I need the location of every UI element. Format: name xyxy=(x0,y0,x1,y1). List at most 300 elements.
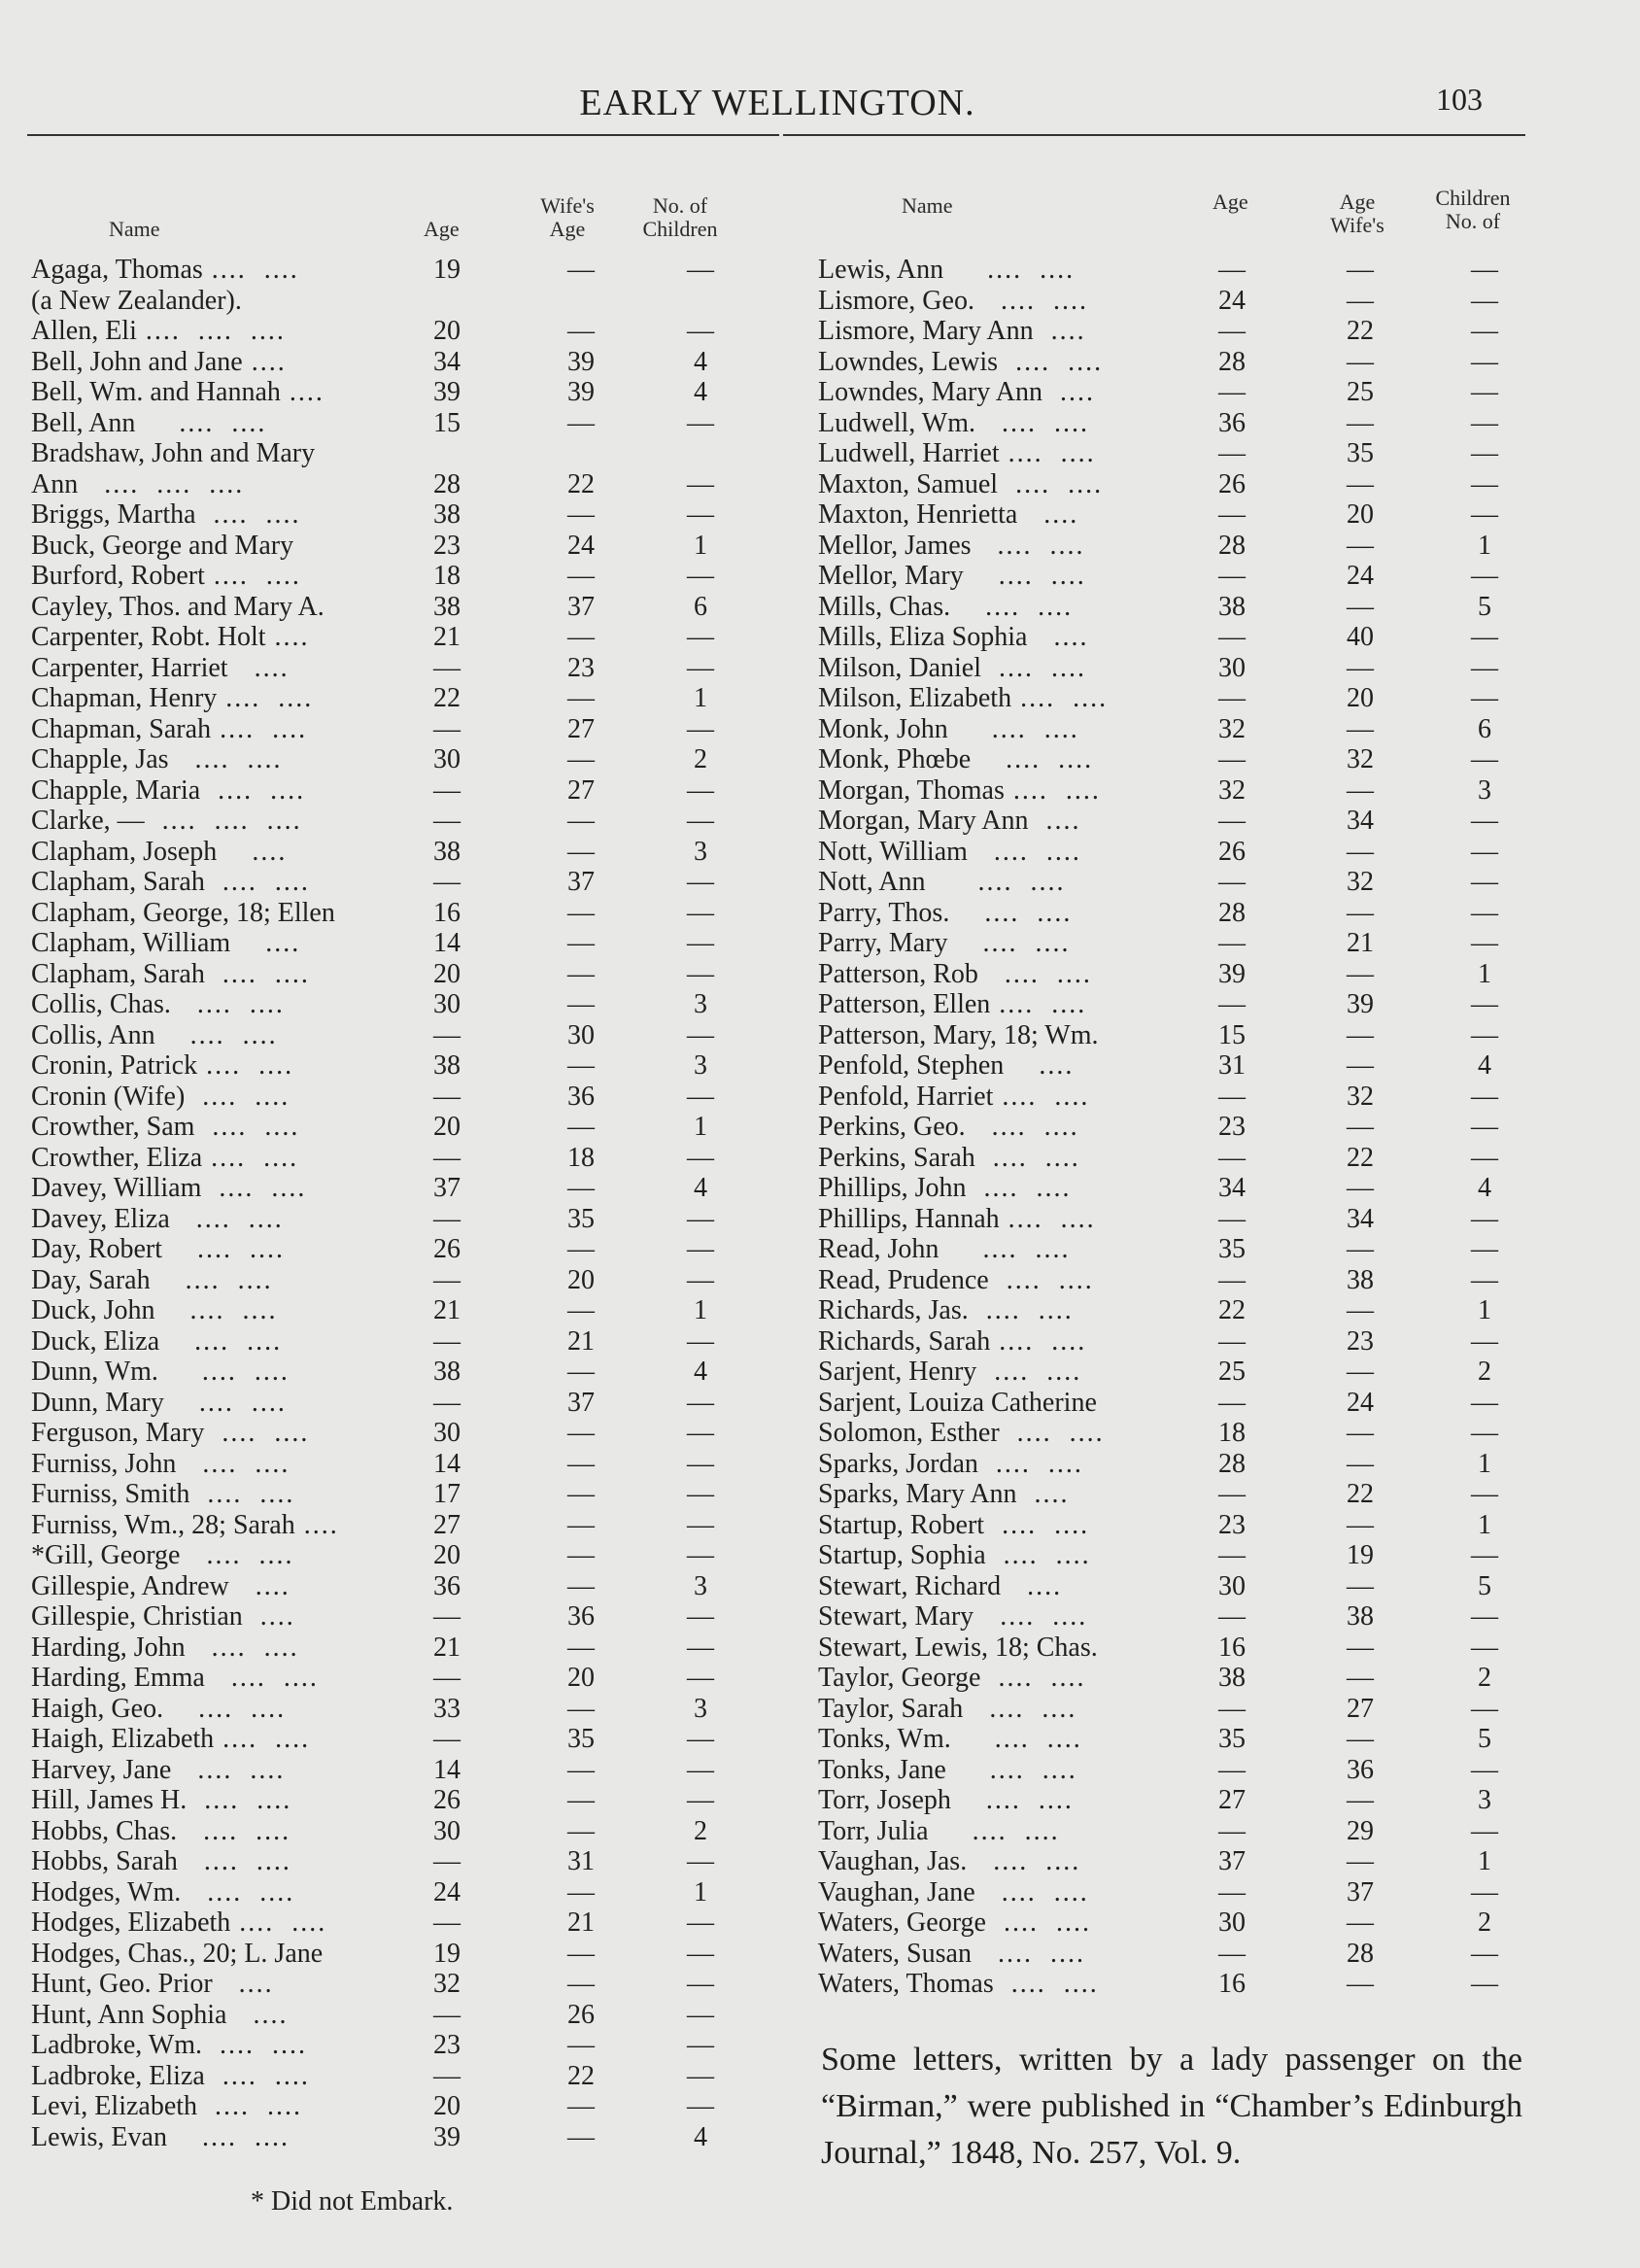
passenger-name xyxy=(31,1846,291,1877)
children-count: 3 xyxy=(1478,774,1491,806)
passenger-age: — xyxy=(433,1601,461,1632)
passenger-name xyxy=(818,1939,1085,1970)
name-text: Mellor, Mary xyxy=(818,561,964,591)
children-count: — xyxy=(687,2060,714,2091)
wife-age: 20 xyxy=(1347,683,1374,713)
name-text: Startup, Robert xyxy=(818,1509,985,1540)
children-count: — xyxy=(687,1387,714,1418)
children-count: — xyxy=(1471,1969,1498,1999)
wife-age: 39 xyxy=(567,377,595,407)
name-text: Collis, Chas. xyxy=(31,989,171,1019)
table-row xyxy=(818,683,1537,714)
table-row xyxy=(31,1234,769,1265)
leader-dots: .... .... xyxy=(975,407,1090,438)
children-count: — xyxy=(687,1999,714,2030)
passenger-age: 21 xyxy=(433,1295,461,1325)
passenger-age: — xyxy=(433,1846,461,1876)
children-count: 1 xyxy=(1478,1509,1491,1540)
passenger-name xyxy=(818,1663,1085,1694)
passenger-age: 28 xyxy=(1218,1448,1246,1479)
name-text: Levi, Elizabeth xyxy=(31,2091,198,2121)
passenger-name xyxy=(818,316,1086,347)
leader-dots: .... .... xyxy=(976,1357,1082,1387)
passenger-age: — xyxy=(433,1724,461,1754)
table-row xyxy=(818,255,1537,286)
table-row xyxy=(818,1050,1537,1082)
leader-dots: .... .... xyxy=(968,1295,1074,1325)
name-text: Davey, Eliza xyxy=(31,1203,170,1234)
table-row xyxy=(31,1510,769,1541)
passenger-name xyxy=(31,1357,290,1388)
children-count: — xyxy=(687,1142,714,1173)
children-count: — xyxy=(687,1448,714,1479)
wife-age: 39 xyxy=(1347,989,1374,1019)
leader-dots: .... .... xyxy=(197,2091,303,2121)
passenger-name xyxy=(818,1969,1099,2000)
children-count: — xyxy=(1471,1387,1498,1418)
passenger-name xyxy=(31,1234,285,1265)
wife-age: — xyxy=(1347,1846,1374,1876)
passenger-name xyxy=(818,837,1081,868)
children-count: 2 xyxy=(1478,1907,1491,1938)
passenger-name xyxy=(31,1050,293,1082)
leader-dots: .... .... xyxy=(230,1907,327,1938)
wife-age: — xyxy=(1347,1570,1374,1601)
children-count: — xyxy=(1471,836,1498,867)
passenger-age: 30 xyxy=(1218,652,1246,683)
passenger-age: — xyxy=(1218,377,1246,407)
name-text: Sarjent, Henry xyxy=(818,1357,977,1387)
leader-dots: .... .... xyxy=(967,836,1081,867)
leader-dots: .... .... .... xyxy=(78,468,245,499)
name-text: Perkins, Geo. xyxy=(818,1112,966,1142)
passenger-age: 37 xyxy=(1218,1846,1246,1876)
passenger-age: 26 xyxy=(433,1785,461,1815)
table-row xyxy=(31,1050,769,1082)
wife-age: — xyxy=(567,958,595,989)
children-count: 1 xyxy=(1478,1846,1491,1876)
passenger-age: — xyxy=(1218,989,1246,1019)
passenger-name xyxy=(31,2061,310,2092)
passenger-age: 27 xyxy=(1218,1785,1246,1815)
wife-age: 32 xyxy=(1347,1081,1374,1112)
wife-age: 24 xyxy=(1347,1387,1374,1418)
wife-age: 27 xyxy=(567,713,595,744)
passenger-age: 22 xyxy=(433,683,461,713)
table-row xyxy=(818,1510,1537,1541)
wife-age: — xyxy=(567,1632,595,1663)
name-text: Ferguson, Mary xyxy=(31,1418,205,1448)
wife-age: — xyxy=(567,928,595,958)
table-row xyxy=(31,1082,769,1113)
leader-dots: .... .... xyxy=(947,713,1079,744)
table-row xyxy=(31,775,769,807)
passenger-name xyxy=(818,1326,1086,1357)
leader-dots: .... .... xyxy=(201,2030,307,2060)
leader-dots: .... .... xyxy=(988,1264,1094,1295)
name-text: Waters, Thomas xyxy=(818,1969,994,1999)
passenger-age: — xyxy=(433,652,461,683)
passenger-name xyxy=(818,408,1089,439)
passenger-name xyxy=(31,561,301,592)
leader-dots: .... .... xyxy=(990,1325,1087,1357)
page-number: 103 xyxy=(1436,82,1483,117)
name-text: Monk, Phœbe xyxy=(818,744,972,774)
name-text: Penfold, Harriet xyxy=(818,1081,994,1112)
children-count: 4 xyxy=(694,377,707,407)
name-text: Startup, Sophia xyxy=(818,1540,986,1570)
leader-dots: .... .... xyxy=(1004,774,1101,806)
wife-age: — xyxy=(567,683,595,713)
passenger-name xyxy=(31,775,305,807)
name-text: Haigh, Geo. xyxy=(31,1693,164,1724)
table-row xyxy=(31,2030,769,2061)
passenger-age: 38 xyxy=(433,1357,461,1387)
table-row xyxy=(818,469,1537,500)
passenger-name xyxy=(31,2030,307,2061)
passenger-name xyxy=(31,1939,323,1970)
table-row xyxy=(818,837,1537,868)
right-header-name: Name xyxy=(902,193,953,218)
children-count: 1 xyxy=(694,683,707,713)
table-row xyxy=(31,898,769,929)
passenger-name xyxy=(31,1969,274,2000)
leader-dots: .... xyxy=(1001,1570,1063,1601)
name-text: Duck, Eliza xyxy=(31,1325,160,1357)
name-text: Vaughan, Jas. xyxy=(818,1846,968,1876)
wife-age: — xyxy=(567,1479,595,1509)
passenger-age: — xyxy=(433,1142,461,1173)
table-row xyxy=(31,1907,769,1939)
children-count: — xyxy=(1471,1019,1498,1050)
passenger-age: 16 xyxy=(433,897,461,928)
children-count: — xyxy=(1471,897,1498,928)
leader-dots: .... xyxy=(294,1509,339,1540)
name-text: Lewis, Evan xyxy=(31,2121,167,2152)
passenger-age: 20 xyxy=(433,316,461,346)
name-text: Bell, Ann xyxy=(31,407,136,438)
left-passenger-table xyxy=(31,255,769,2152)
table-row xyxy=(818,1295,1537,1326)
wife-age: — xyxy=(567,989,595,1019)
table-row xyxy=(818,989,1537,1020)
wife-age: — xyxy=(1347,1357,1374,1387)
passenger-age: 39 xyxy=(433,2121,461,2152)
children-count: — xyxy=(1471,285,1498,316)
table-row xyxy=(818,1877,1537,1908)
name-text: Gillespie, Andrew xyxy=(31,1570,229,1601)
table-row xyxy=(818,1020,1537,1051)
name-text: Mellor, James xyxy=(818,530,972,561)
passenger-name xyxy=(31,1907,326,1939)
passenger-age: — xyxy=(1218,622,1246,652)
table-row xyxy=(31,1724,769,1755)
wife-age: — xyxy=(567,1693,595,1724)
passenger-name xyxy=(818,775,1101,807)
name-text: Torr, Joseph xyxy=(818,1785,951,1815)
leader-dots: .... .... xyxy=(998,346,1104,377)
table-row xyxy=(31,531,769,562)
table-row xyxy=(31,1479,769,1510)
table-row xyxy=(818,377,1537,408)
name-text: Furniss, John xyxy=(31,1448,177,1479)
passenger-age: 18 xyxy=(433,561,461,591)
table-row xyxy=(31,1632,769,1664)
passenger-age: 38 xyxy=(1218,1663,1246,1693)
leader-dots: .... xyxy=(217,836,288,867)
wife-age: — xyxy=(1347,255,1374,285)
table-row xyxy=(31,592,769,623)
leader-dots: .... .... xyxy=(977,1448,1083,1479)
passenger-name xyxy=(818,1295,1074,1326)
passenger-age: 26 xyxy=(1218,468,1246,499)
children-count: — xyxy=(687,713,714,744)
children-count: — xyxy=(1471,806,1498,836)
table-row xyxy=(31,1846,769,1877)
children-count: — xyxy=(1471,561,1498,591)
wife-age: — xyxy=(567,1173,595,1203)
wife-age: — xyxy=(567,1357,595,1387)
wife-age: 21 xyxy=(1347,928,1374,958)
table-row xyxy=(818,1632,1537,1664)
children-count: — xyxy=(687,806,714,836)
name-text: Chapple, Maria xyxy=(31,774,201,806)
wife-age: — xyxy=(567,1112,595,1142)
wife-age: 27 xyxy=(567,774,595,806)
table-row xyxy=(818,561,1537,592)
passenger-name xyxy=(818,1755,1077,1786)
passenger-age: 24 xyxy=(1218,285,1246,316)
name-text: Bell, John and Jane xyxy=(31,346,243,377)
name-text: Parry, Thos. xyxy=(818,897,950,928)
passenger-age: 30 xyxy=(433,744,461,774)
table-row xyxy=(818,408,1537,439)
children-count: 2 xyxy=(694,1815,707,1846)
children-count: 4 xyxy=(1478,1173,1491,1203)
table-row xyxy=(31,1204,769,1235)
passenger-name xyxy=(818,806,1080,837)
wife-age: — xyxy=(567,897,595,928)
wife-age: — xyxy=(567,1969,595,1999)
table-row xyxy=(31,1571,769,1602)
leader-dots: .... .... xyxy=(159,1325,283,1357)
wife-age: — xyxy=(567,2091,595,2121)
table-row xyxy=(818,806,1537,837)
passenger-name xyxy=(818,1907,1091,1939)
passenger-age: — xyxy=(1218,744,1246,774)
table-row xyxy=(818,1846,1537,1877)
passenger-name xyxy=(818,1540,1091,1571)
passenger-name xyxy=(31,1601,295,1632)
children-count: — xyxy=(1471,1754,1498,1785)
passenger-age: 34 xyxy=(1218,1173,1246,1203)
wife-age: — xyxy=(1347,1663,1374,1693)
name-text: Carpenter, Harriet xyxy=(31,652,228,683)
wife-age: 20 xyxy=(567,1264,595,1295)
children-count: — xyxy=(687,1540,714,1570)
name-text: Parry, Mary xyxy=(818,928,948,958)
leader-dots: .... .... xyxy=(966,1173,1072,1203)
children-count: — xyxy=(1471,928,1498,958)
children-count: — xyxy=(687,1724,714,1754)
table-row xyxy=(818,1326,1537,1357)
leader-dots: .... .... xyxy=(169,1203,284,1234)
table-row xyxy=(818,1204,1537,1235)
name-text: Read, Prudence xyxy=(818,1264,989,1295)
name-text: Stewart, Lewis, 18; Chas. xyxy=(818,1632,1098,1663)
wife-age: 21 xyxy=(567,1907,595,1938)
name-text: Perkins, Sarah xyxy=(818,1142,975,1173)
passenger-age: 32 xyxy=(1218,713,1246,744)
table-row xyxy=(818,1388,1537,1419)
name-text: Ludwell, Harriet xyxy=(818,438,1000,468)
passenger-age: 32 xyxy=(1218,774,1246,806)
passenger-name xyxy=(818,1234,1070,1265)
passenger-name xyxy=(31,1295,278,1326)
passenger-name xyxy=(31,1785,291,1816)
children-count: — xyxy=(687,407,714,438)
leader-dots: .... .... xyxy=(135,407,267,438)
table-row xyxy=(31,347,769,378)
children-count: — xyxy=(1471,377,1498,407)
table-row xyxy=(31,806,769,837)
passenger-name xyxy=(818,1846,1080,1877)
passenger-age: 30 xyxy=(1218,1907,1246,1938)
table-row xyxy=(31,714,769,745)
passenger-age: 21 xyxy=(433,1632,461,1663)
wife-age: 20 xyxy=(1347,499,1374,530)
left-header-children: No. of Children xyxy=(642,193,718,241)
wife-age: 30 xyxy=(567,1019,595,1050)
passenger-name xyxy=(31,1510,339,1541)
wife-age: — xyxy=(1347,1969,1374,1999)
leader-dots: .... .... xyxy=(189,1479,295,1509)
leader-dots: .... xyxy=(227,652,290,683)
children-count: — xyxy=(687,1938,714,1969)
name-text: Hodges, Elizabeth xyxy=(31,1907,231,1938)
table-row xyxy=(31,255,769,286)
passenger-age: 30 xyxy=(433,1418,461,1448)
table-row xyxy=(818,1540,1537,1571)
name-text: Monk, John xyxy=(818,713,948,744)
wife-age: 37 xyxy=(1347,1876,1374,1907)
table-row xyxy=(818,1907,1537,1939)
name-text: Morgan, Mary Ann xyxy=(818,806,1029,836)
passenger-name xyxy=(818,714,1079,745)
passenger-name xyxy=(818,898,1072,929)
table-row xyxy=(31,469,769,500)
passenger-name xyxy=(31,1540,293,1571)
leader-dots: .... .... xyxy=(187,1785,292,1815)
children-count: — xyxy=(1471,1203,1498,1234)
name-text: Furniss, Smith xyxy=(31,1479,190,1509)
leader-dots: .... .... xyxy=(974,285,1088,316)
table-row xyxy=(818,1939,1537,1970)
passenger-age: 19 xyxy=(433,1938,461,1969)
wife-age: 36 xyxy=(567,1081,595,1112)
name-text: Mills, Eliza Sophia xyxy=(818,622,1028,652)
passenger-age: 14 xyxy=(433,1754,461,1785)
table-row xyxy=(31,1295,769,1326)
passenger-name xyxy=(31,1082,290,1113)
passenger-name xyxy=(818,1694,1076,1725)
table-row xyxy=(818,1785,1537,1816)
leader-dots: .... .... xyxy=(977,958,1092,989)
children-count: — xyxy=(687,867,714,897)
page-title: EARLY WELLINGTON. xyxy=(579,83,975,123)
wife-age: — xyxy=(567,1509,595,1540)
passenger-age: — xyxy=(1218,1693,1246,1724)
name-text: Furniss, Wm., 28; Sarah xyxy=(31,1509,295,1540)
passenger-name xyxy=(31,1877,294,1908)
table-row xyxy=(31,499,769,531)
leader-dots: .... .... xyxy=(945,1754,1077,1785)
wife-age: 22 xyxy=(567,468,595,499)
passenger-name xyxy=(31,1479,294,1510)
table-row xyxy=(818,744,1537,775)
table-row xyxy=(31,928,769,959)
wife-age: 35 xyxy=(1347,438,1374,468)
passenger-name xyxy=(31,1204,284,1235)
table-row xyxy=(818,1265,1537,1296)
table-row xyxy=(818,898,1537,929)
wife-age: — xyxy=(1347,1112,1374,1142)
footnote: * Did not Embark. xyxy=(251,2186,454,2216)
children-count: — xyxy=(1471,1632,1498,1663)
leader-dots: .... .... xyxy=(195,499,301,530)
table-row xyxy=(31,867,769,898)
leader-dots: .... .... xyxy=(177,1815,291,1846)
children-count: 1 xyxy=(1478,958,1491,989)
leader-dots: .... xyxy=(226,1999,289,2030)
name-text: Clapham, George, 18; Ellen xyxy=(31,897,335,928)
passenger-age: 28 xyxy=(433,468,461,499)
passenger-name xyxy=(818,1601,1087,1632)
table-row xyxy=(31,837,769,868)
leader-dots: .... .... xyxy=(999,438,1096,468)
passenger-age: — xyxy=(1218,1264,1246,1295)
table-row xyxy=(31,2091,769,2122)
children-count: 1 xyxy=(694,1295,707,1325)
table-row xyxy=(818,1082,1537,1113)
name-text: Maxton, Samuel xyxy=(818,468,999,499)
passenger-age: 33 xyxy=(433,1693,461,1724)
passenger-age: 38 xyxy=(433,499,461,530)
leader-dots: .... .... xyxy=(939,1234,1071,1264)
table-row xyxy=(818,1234,1537,1265)
wife-age: — xyxy=(567,622,595,652)
passenger-name xyxy=(818,1632,1098,1664)
wife-age: 22 xyxy=(1347,1479,1374,1509)
leader-dots: .... .... xyxy=(971,530,1085,561)
wife-age: 34 xyxy=(1347,1203,1374,1234)
name-text: Clapham, Joseph xyxy=(31,836,218,867)
name-text: Taylor, Sarah xyxy=(818,1693,964,1724)
passenger-name xyxy=(31,898,335,929)
name-text: Morgan, Thomas xyxy=(818,774,1005,806)
table-row xyxy=(31,408,769,439)
name-text: Collis, Ann xyxy=(31,1019,155,1050)
passenger-name xyxy=(31,1449,290,1480)
name-text: Haigh, Elizabeth xyxy=(31,1724,215,1754)
passenger-name xyxy=(818,1785,1074,1816)
table-row xyxy=(818,714,1537,745)
name-text: Stewart, Mary xyxy=(818,1601,974,1632)
name-text: Lismore, Mary Ann xyxy=(818,316,1034,346)
table-row xyxy=(818,959,1537,990)
children-count: — xyxy=(687,1234,714,1264)
table-row xyxy=(31,561,769,592)
